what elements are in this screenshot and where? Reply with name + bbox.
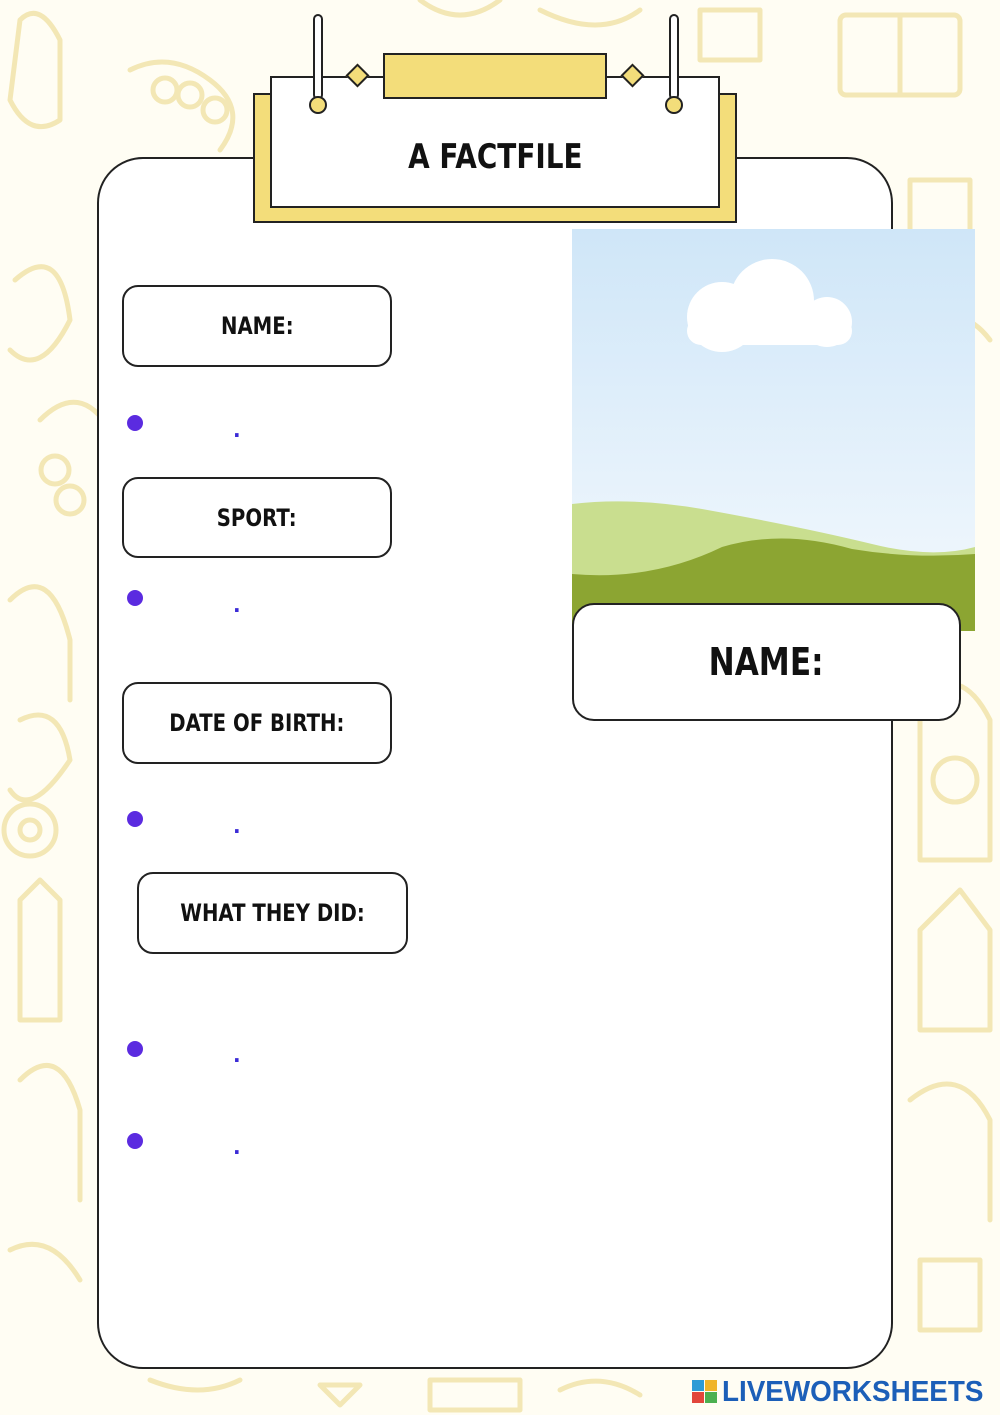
what-label: WHAT THEY DID: bbox=[180, 899, 365, 927]
brand-name: LIVEWORKSHEETS bbox=[722, 1375, 984, 1408]
clip-pin-left bbox=[313, 14, 323, 100]
clip-ring-right bbox=[665, 96, 683, 114]
dob-bullet bbox=[127, 811, 143, 827]
clip-pin-right bbox=[669, 14, 679, 100]
clip-bar bbox=[383, 53, 607, 99]
sport-answer-blank[interactable]: . bbox=[233, 593, 241, 617]
name-label: NAME: bbox=[220, 312, 294, 340]
clip-ring-left bbox=[309, 96, 327, 114]
portrait-name-card bbox=[572, 603, 961, 721]
liveworksheets-brand[interactable] bbox=[692, 1374, 994, 1410]
page-title: A FACTFILE bbox=[407, 137, 583, 177]
dob-label-box bbox=[122, 682, 392, 764]
dob-answer-blank[interactable]: . bbox=[233, 814, 241, 838]
what-answer-blank-1[interactable]: . bbox=[233, 1043, 241, 1067]
dob-label: DATE OF BIRTH: bbox=[169, 709, 345, 737]
name-bullet bbox=[127, 415, 143, 431]
sport-label: SPORT: bbox=[217, 503, 297, 532]
what-answer-blank-2[interactable]: . bbox=[233, 1135, 241, 1159]
sport-label-box bbox=[122, 477, 392, 558]
liveworksheets-logo-icon bbox=[692, 1380, 718, 1404]
what-bullet-2 bbox=[127, 1133, 143, 1149]
name-label-box bbox=[122, 285, 392, 367]
what-label-box bbox=[137, 872, 408, 954]
what-bullet-1 bbox=[127, 1041, 143, 1057]
portrait-name-label: NAME: bbox=[709, 640, 824, 684]
sport-bullet bbox=[127, 590, 143, 606]
landscape-placeholder-image bbox=[572, 229, 975, 631]
name-answer-blank[interactable]: . bbox=[233, 418, 241, 442]
